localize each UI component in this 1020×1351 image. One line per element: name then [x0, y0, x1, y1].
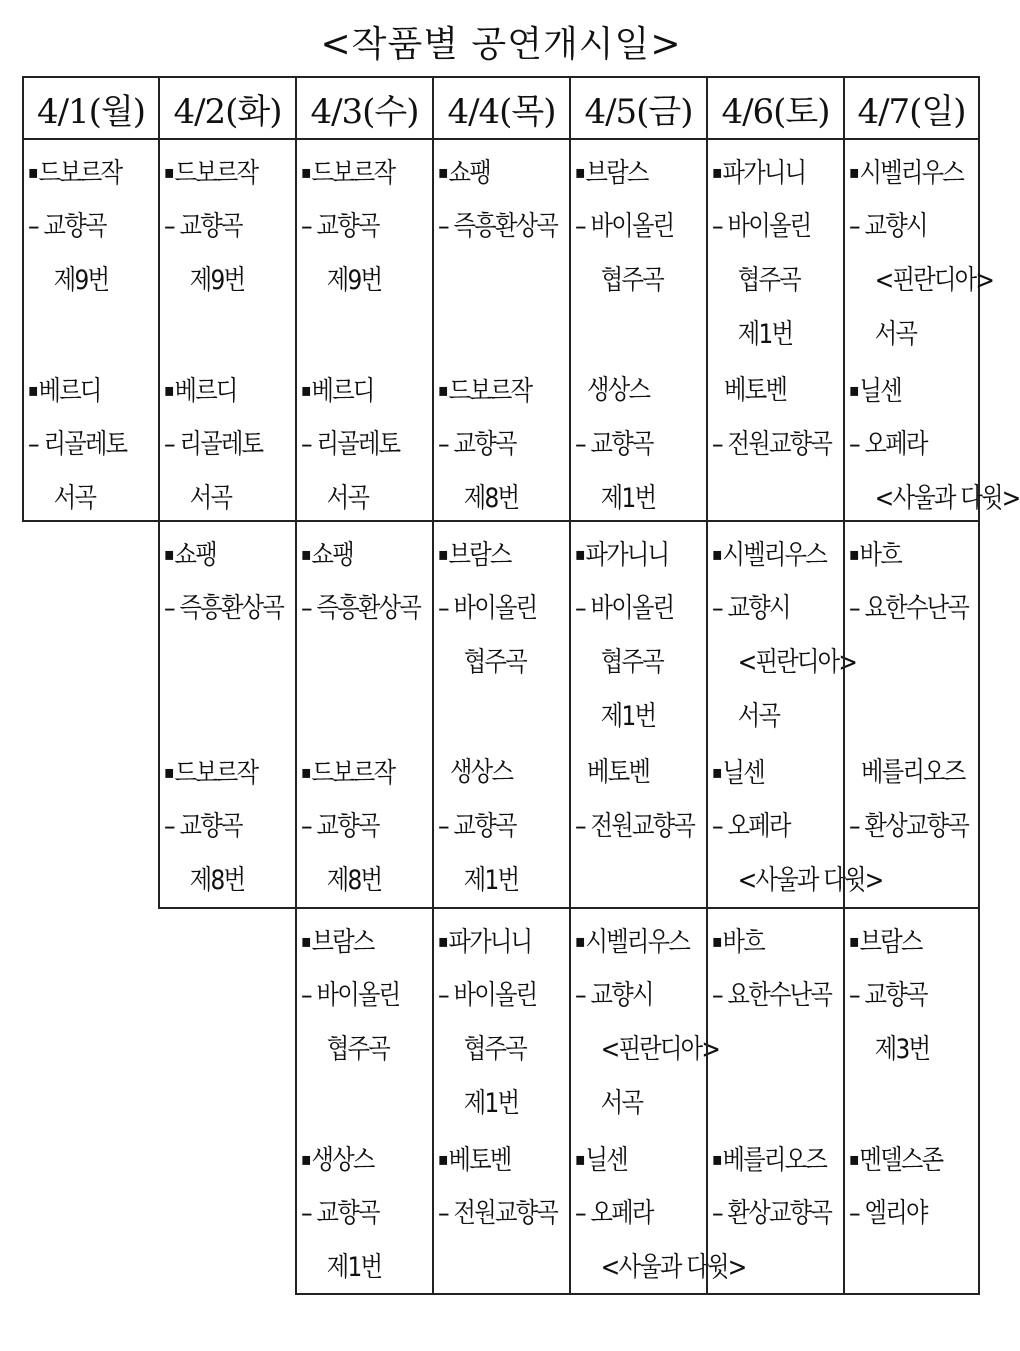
performance-entry [438, 146, 569, 364]
work-title-line: 서곡 [600, 1088, 643, 1119]
work-title-line: – 바이올린 [575, 593, 674, 624]
composer-name [849, 364, 960, 418]
composer-name [849, 146, 964, 200]
bullet-icon: ▪ [438, 1149, 447, 1170]
date-header: 4/1(월) [22, 76, 158, 140]
composer-name [301, 915, 414, 969]
composer-name [301, 528, 414, 582]
composer-text: 베르디 [174, 376, 237, 407]
performance-entry [575, 146, 706, 364]
work-title-line: – 즉흥환상곡 [164, 593, 284, 624]
work-title-line: – 요한수난곡 [849, 593, 969, 624]
bullet-icon: ▪ [164, 162, 173, 183]
composer-name [28, 364, 140, 418]
work-title-line: 서곡 [326, 483, 369, 514]
work-title-line: – 교향곡 [164, 811, 242, 842]
work-title-line: – 바이올린 [301, 980, 400, 1011]
composer-text: 베토벤 [448, 1145, 511, 1176]
composer-name [438, 364, 551, 418]
composer-text: 브람스 [448, 540, 511, 571]
schedule-cell [295, 909, 432, 1295]
composer-text: 쇼팽 [174, 540, 216, 571]
work-title-line: <사울과 다윗> [600, 1252, 746, 1283]
work-title-line: 제9번 [189, 265, 245, 296]
composer-name [438, 146, 551, 200]
composer-text: 드보르작 [311, 158, 395, 189]
schedule-cell [843, 909, 980, 1295]
schedule-cell [432, 909, 569, 1295]
composer-name [575, 1133, 688, 1187]
work-title-line: 제1번 [326, 1252, 382, 1283]
composer-name [438, 915, 551, 969]
work-title-line: – 오페라 [849, 429, 927, 460]
composer-name [712, 746, 825, 800]
composer-name [164, 146, 277, 200]
composer-name [849, 746, 965, 800]
bullet-icon: ▪ [164, 762, 173, 783]
composer-text: 파가니니 [448, 927, 532, 958]
date-header: 4/5(금) [569, 76, 706, 140]
composer-name [438, 746, 551, 800]
schedule-cell [569, 140, 706, 522]
performance-entry [849, 1133, 978, 1351]
composer-name [849, 1133, 960, 1187]
work-title-line: – 오페라 [712, 811, 790, 842]
work-title-line: – 전원교향곡 [575, 811, 695, 842]
work-title-line: – 리골레토 [164, 429, 263, 460]
date-header: 4/2(화) [158, 76, 295, 140]
performance-entry [712, 1133, 843, 1351]
composer-text: 시벨리우스 [585, 927, 690, 958]
composer-text: 베토벤 [587, 757, 650, 788]
composer-text: 바흐 [722, 927, 764, 958]
bullet-icon: ▪ [849, 162, 858, 183]
work-title-line: – 교향시 [712, 593, 790, 624]
schedule-cell [295, 140, 432, 522]
work-title-line: 제1번 [600, 483, 656, 514]
composer-text: 드보르작 [38, 158, 122, 189]
bullet-icon: ▪ [28, 162, 37, 183]
composer-name [438, 1133, 551, 1187]
work-title-line: 협주곡 [463, 1034, 526, 1065]
composer-name [575, 528, 688, 582]
schedule-cell [569, 522, 706, 909]
bullet-icon: ▪ [575, 162, 584, 183]
work-title-line: <핀란디아> [737, 647, 857, 678]
bullet-icon: ▪ [712, 1149, 721, 1170]
composer-text: 생상스 [587, 375, 650, 406]
schedule-cell [295, 522, 432, 909]
work-title-line: 제1번 [463, 865, 519, 896]
composer-text: 브람스 [311, 927, 374, 958]
performance-entry [575, 528, 706, 746]
composer-name [301, 146, 414, 200]
work-title-line: – 전원교향곡 [438, 1198, 558, 1229]
performance-entry [849, 915, 978, 1133]
bullet-icon: ▪ [575, 1149, 584, 1170]
performance-entry [849, 146, 994, 364]
schedule-cell [158, 522, 295, 909]
composer-text: 닐센 [859, 376, 901, 407]
work-title-line: <핀란디아> [874, 265, 994, 296]
composer-text: 드보르작 [174, 758, 258, 789]
composer-text: 브람스 [859, 927, 922, 958]
composer-name [575, 146, 688, 200]
composer-name [28, 146, 140, 200]
bullet-icon: ▪ [712, 162, 721, 183]
schedule-cell [158, 140, 295, 522]
work-title-line: 제3번 [874, 1034, 930, 1065]
performance-entry [164, 146, 295, 364]
bullet-icon: ▪ [164, 380, 173, 401]
composer-text: 쇼팽 [311, 540, 353, 571]
work-title-line: 협주곡 [737, 265, 800, 296]
schedule-cell [843, 522, 980, 909]
composer-name [164, 528, 277, 582]
composer-text: 닐센 [722, 758, 764, 789]
composer-name [712, 1133, 825, 1187]
work-title-line: – 바이올린 [712, 211, 811, 242]
composer-name [575, 746, 688, 800]
composer-text: 생상스 [450, 757, 513, 788]
composer-text: 브람스 [585, 158, 648, 189]
bullet-icon: ▪ [712, 544, 721, 565]
work-title-line: 제1번 [737, 319, 793, 350]
bullet-icon: ▪ [438, 544, 447, 565]
performance-entry [28, 146, 158, 364]
performance-entry [712, 146, 843, 364]
schedule-cell [22, 140, 158, 522]
composer-text: 베를리오즈 [722, 1145, 827, 1176]
composer-text: 드보르작 [311, 758, 395, 789]
bullet-icon: ▪ [712, 762, 721, 783]
work-title-line: – 엘리야 [849, 1198, 927, 1229]
performance-entry [164, 528, 295, 746]
work-title-line: 제9번 [53, 265, 109, 296]
bullet-icon: ▪ [28, 380, 37, 401]
bullet-icon: ▪ [575, 544, 584, 565]
composer-text: 드보르작 [174, 158, 258, 189]
work-title-line: 제8번 [326, 865, 382, 896]
composer-text: 닐센 [585, 1145, 627, 1176]
schedule-cell [706, 140, 843, 522]
bullet-icon: ▪ [849, 380, 858, 401]
composer-name [301, 1133, 414, 1187]
work-title-line: – 환상교향곡 [849, 811, 969, 842]
performance-entry [712, 915, 843, 1133]
work-title-line: 제8번 [463, 483, 519, 514]
composer-name [301, 746, 414, 800]
work-title-line: – 교향곡 [164, 211, 242, 242]
performance-entry [28, 364, 158, 582]
composer-name [712, 915, 825, 969]
composer-text: 베르디 [311, 376, 374, 407]
composer-name [164, 364, 277, 418]
work-title-line: – 교향곡 [849, 980, 927, 1011]
bullet-icon: ▪ [849, 931, 858, 952]
schedule-cell [843, 140, 1020, 522]
work-title-line: – 리골레토 [301, 429, 400, 460]
bullet-icon: ▪ [712, 931, 721, 952]
work-title-line: – 즉흥환상곡 [438, 211, 558, 242]
work-title-line: – 바이올린 [438, 980, 537, 1011]
work-title-line: – 교향곡 [28, 211, 106, 242]
composer-name [164, 746, 277, 800]
work-title-line: – 교향곡 [438, 811, 516, 842]
work-title-line: – 교향곡 [301, 211, 379, 242]
work-title-line: 서곡 [189, 483, 232, 514]
composer-text: 시벨리우스 [722, 540, 827, 571]
composer-name [849, 915, 960, 969]
work-title-line: – 전원교향곡 [712, 429, 832, 460]
work-title-line: 서곡 [874, 319, 917, 350]
work-title-line: 서곡 [737, 701, 780, 732]
work-title-line: 제1번 [600, 701, 656, 732]
bullet-icon: ▪ [849, 1149, 858, 1170]
work-title-line: 서곡 [53, 483, 96, 514]
work-title-line: – 리골레토 [28, 429, 127, 460]
schedule-cell [432, 522, 569, 909]
work-title-line: 협주곡 [600, 647, 663, 678]
composer-text: 생상스 [311, 1145, 374, 1176]
work-title-line: – 바이올린 [575, 211, 674, 242]
work-title-line: 제9번 [326, 265, 382, 296]
date-header: 4/6(토) [706, 76, 843, 140]
performance-entry [301, 146, 432, 364]
bullet-icon: ▪ [164, 544, 173, 565]
schedule-cell [706, 909, 843, 1295]
bullet-icon: ▪ [575, 931, 584, 952]
composer-name [301, 364, 414, 418]
work-title-line: 협주곡 [600, 265, 663, 296]
composer-text: 파가니니 [722, 158, 806, 189]
work-title-line: – 오페라 [575, 1198, 653, 1229]
work-title-line: – 교향곡 [301, 1198, 379, 1229]
performance-entry [301, 1133, 432, 1351]
date-header: 4/7(일) [843, 76, 980, 140]
performance-entry [575, 1133, 746, 1351]
work-title-line: – 교향곡 [575, 429, 653, 460]
work-title-line: 제8번 [189, 865, 245, 896]
composer-text: 베를리오즈 [861, 757, 965, 788]
composer-name [712, 364, 825, 418]
composer-text: 쇼팽 [448, 158, 490, 189]
composer-text: 베토벤 [724, 375, 787, 406]
bullet-icon: ▪ [301, 162, 310, 183]
work-title-line: – 바이올린 [438, 593, 537, 624]
work-title-line: – 요한수난곡 [712, 980, 832, 1011]
work-title-line: – 교향곡 [301, 811, 379, 842]
bullet-icon: ▪ [301, 380, 310, 401]
bullet-icon: ▪ [301, 1149, 310, 1170]
composer-text: 베르디 [38, 376, 101, 407]
composer-name [712, 528, 825, 582]
performance-entry [575, 915, 720, 1133]
bullet-icon: ▪ [438, 162, 447, 183]
performance-entry [164, 746, 295, 964]
work-title-line: – 교향시 [575, 980, 653, 1011]
composer-name [575, 915, 688, 969]
date-header: 4/3(수) [295, 76, 432, 140]
composer-text: 바흐 [859, 540, 901, 571]
bullet-icon: ▪ [301, 762, 310, 783]
performance-entry [438, 528, 569, 746]
work-title-line: 협주곡 [326, 1034, 389, 1065]
bullet-icon: ▪ [849, 544, 858, 565]
work-title-line: <핀란디아> [600, 1034, 720, 1065]
composer-text: 드보르작 [448, 376, 532, 407]
composer-text: 멘델스존 [859, 1145, 943, 1176]
performance-entry [438, 915, 569, 1133]
performance-entry [301, 915, 432, 1133]
performance-entry [849, 528, 978, 746]
composer-name [575, 364, 688, 418]
composer-name [438, 528, 551, 582]
work-title-line: – 환상교향곡 [712, 1198, 832, 1229]
composer-name [712, 146, 825, 200]
page-title: <작품별 공연개시일> [320, 24, 682, 65]
performance-entry [301, 528, 432, 746]
date-header: 4/4(목) [432, 76, 569, 140]
composer-name [849, 528, 960, 582]
work-title-line: <사울과 다윗> [737, 865, 883, 896]
performance-entry [712, 528, 857, 746]
composer-text: 시벨리우스 [859, 158, 964, 189]
bullet-icon: ▪ [301, 544, 310, 565]
work-title-line: <사울과 다윗> [874, 483, 1020, 514]
work-title-line: – 즉흥환상곡 [301, 593, 421, 624]
work-title-line: 제1번 [463, 1088, 519, 1119]
work-title-line: – 교향시 [849, 211, 927, 242]
work-title-line: 협주곡 [463, 647, 526, 678]
bullet-icon: ▪ [438, 380, 447, 401]
performance-entry [438, 1133, 569, 1351]
bullet-icon: ▪ [438, 931, 447, 952]
schedule-cell [432, 140, 569, 522]
composer-text: 파가니니 [585, 540, 669, 571]
work-title-line: – 교향곡 [438, 429, 516, 460]
bullet-icon: ▪ [301, 931, 310, 952]
